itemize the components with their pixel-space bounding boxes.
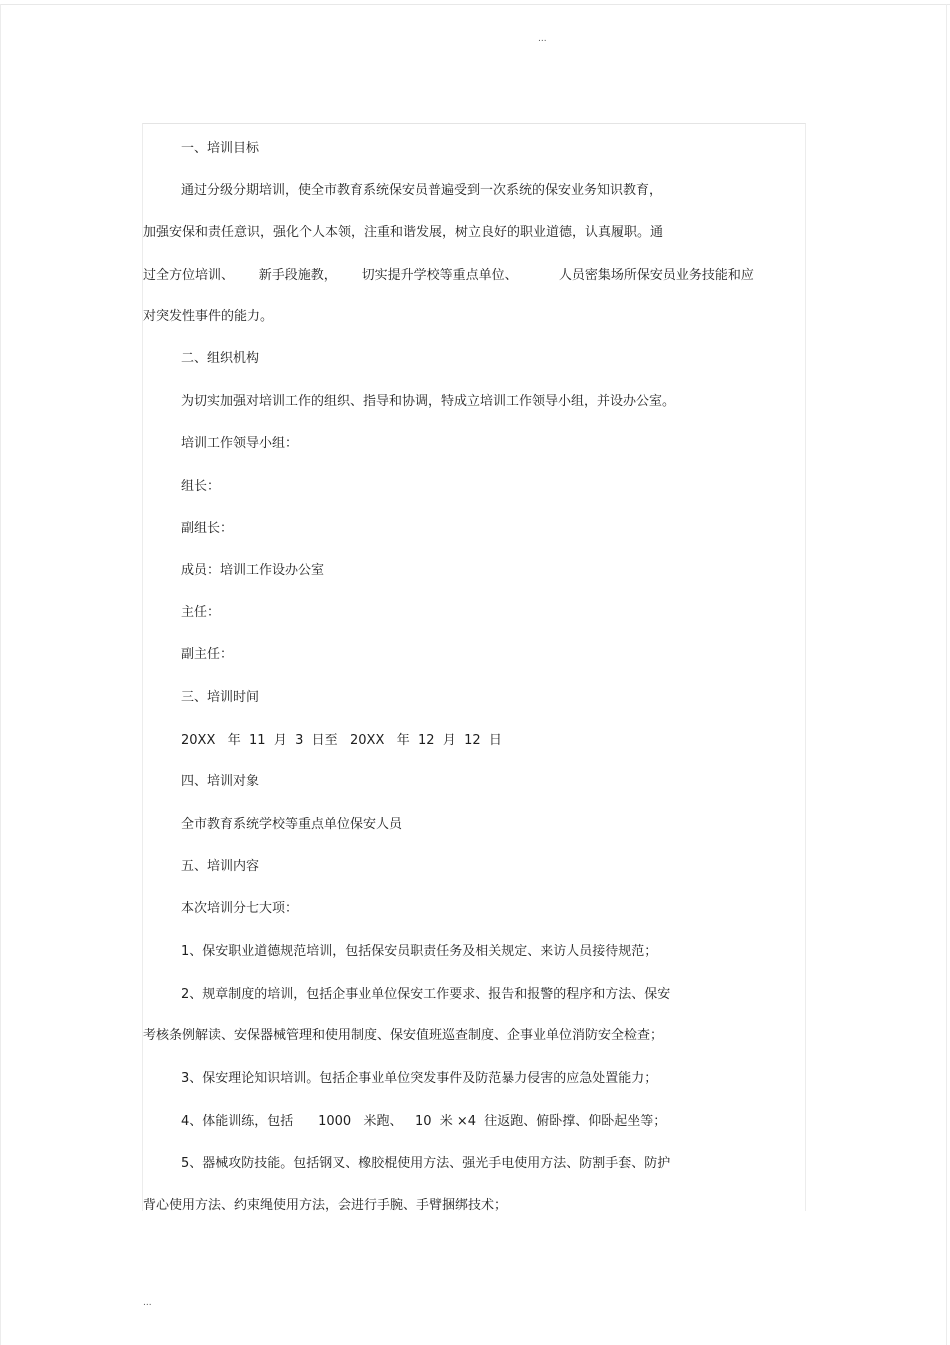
paragraph-line-date-range: 20XX 年 11 月 3 日至 20XX 年 12 月 12 日 xyxy=(181,733,502,748)
page-border-right xyxy=(946,4,947,1345)
paragraph-line: 本次培训分七大项： xyxy=(181,901,299,916)
paragraph-line: 全市教育系统学校等重点单位保安人员 xyxy=(181,817,403,832)
section-heading-organization: 二、组织机构 xyxy=(181,351,260,366)
page-footer-mark: ... xyxy=(143,1298,152,1308)
document-content-frame xyxy=(142,123,806,1211)
list-item-continuation: 背心使用方法、约束绳使用方法，会进行手腕、手臂捆绑技术； xyxy=(143,1198,508,1213)
paragraph-line: 培训工作领导小组： xyxy=(181,436,299,451)
list-item: 2、规章制度的培训，包括企事业单位保安工作要求、报告和报警的程序和方法、保安 xyxy=(181,987,671,1002)
paragraph-line: 副组长： xyxy=(181,521,234,536)
page-border-left xyxy=(0,4,1,1345)
page-header-mark: ... xyxy=(538,34,547,44)
list-item: 1、保安职业道德规范培训，包括保安员职责任务及相关规定、来访人员接待规范； xyxy=(181,944,658,959)
section-heading-training-content: 五、培训内容 xyxy=(181,859,260,874)
list-item: 4、体能训练，包括 1000 米跑、 10 米 ×4 往返跑、俯卧撑、仰卧起坐等； xyxy=(181,1114,667,1129)
section-heading-training-target: 四、培训对象 xyxy=(181,774,260,789)
paragraph-line: 主任： xyxy=(181,605,221,620)
section-heading-training-goal: 一、培训目标 xyxy=(181,141,260,156)
paragraph-line: 加强安保和责任意识，强化个人本领，注重和谐发展，树立良好的职业道德，认真履职。通 xyxy=(143,225,664,240)
list-item-continuation: 考核条例解读、安保器械管理和使用制度、保安值班巡查制度、企事业单位消防安全检查； xyxy=(143,1028,664,1043)
list-item: 3、保安理论知识培训。包括企事业单位突发事件及防范暴力侵害的应急处置能力； xyxy=(181,1071,658,1086)
paragraph-line: 对突发性事件的能力。 xyxy=(143,309,274,324)
paragraph-line: 副主任： xyxy=(181,647,234,662)
paragraph-line: 成员：培训工作设办公室 xyxy=(181,563,325,578)
paragraph-line: 为切实加强对培训工作的组织、指导和协调，特成立培训工作领导小组，并设办公室。 xyxy=(181,394,676,409)
list-item: 5、器械攻防技能。包括钢叉、橡胶棍使用方法、强光手电使用方法、防割手套、防护 xyxy=(181,1156,671,1171)
page-border-top xyxy=(0,4,950,5)
paragraph-line: 过全方位培训、 新手段施教， 切实提升学校等重点单位、 人员密集场所保安员业务技能和应 xyxy=(143,268,754,283)
paragraph-line: 通过分级分期培训，使全市教育系统保安员普遍受到一次系统的保安业务知识教育， xyxy=(181,183,663,198)
paragraph-line: 组长： xyxy=(181,479,221,494)
section-heading-training-time: 三、培训时间 xyxy=(181,690,260,705)
